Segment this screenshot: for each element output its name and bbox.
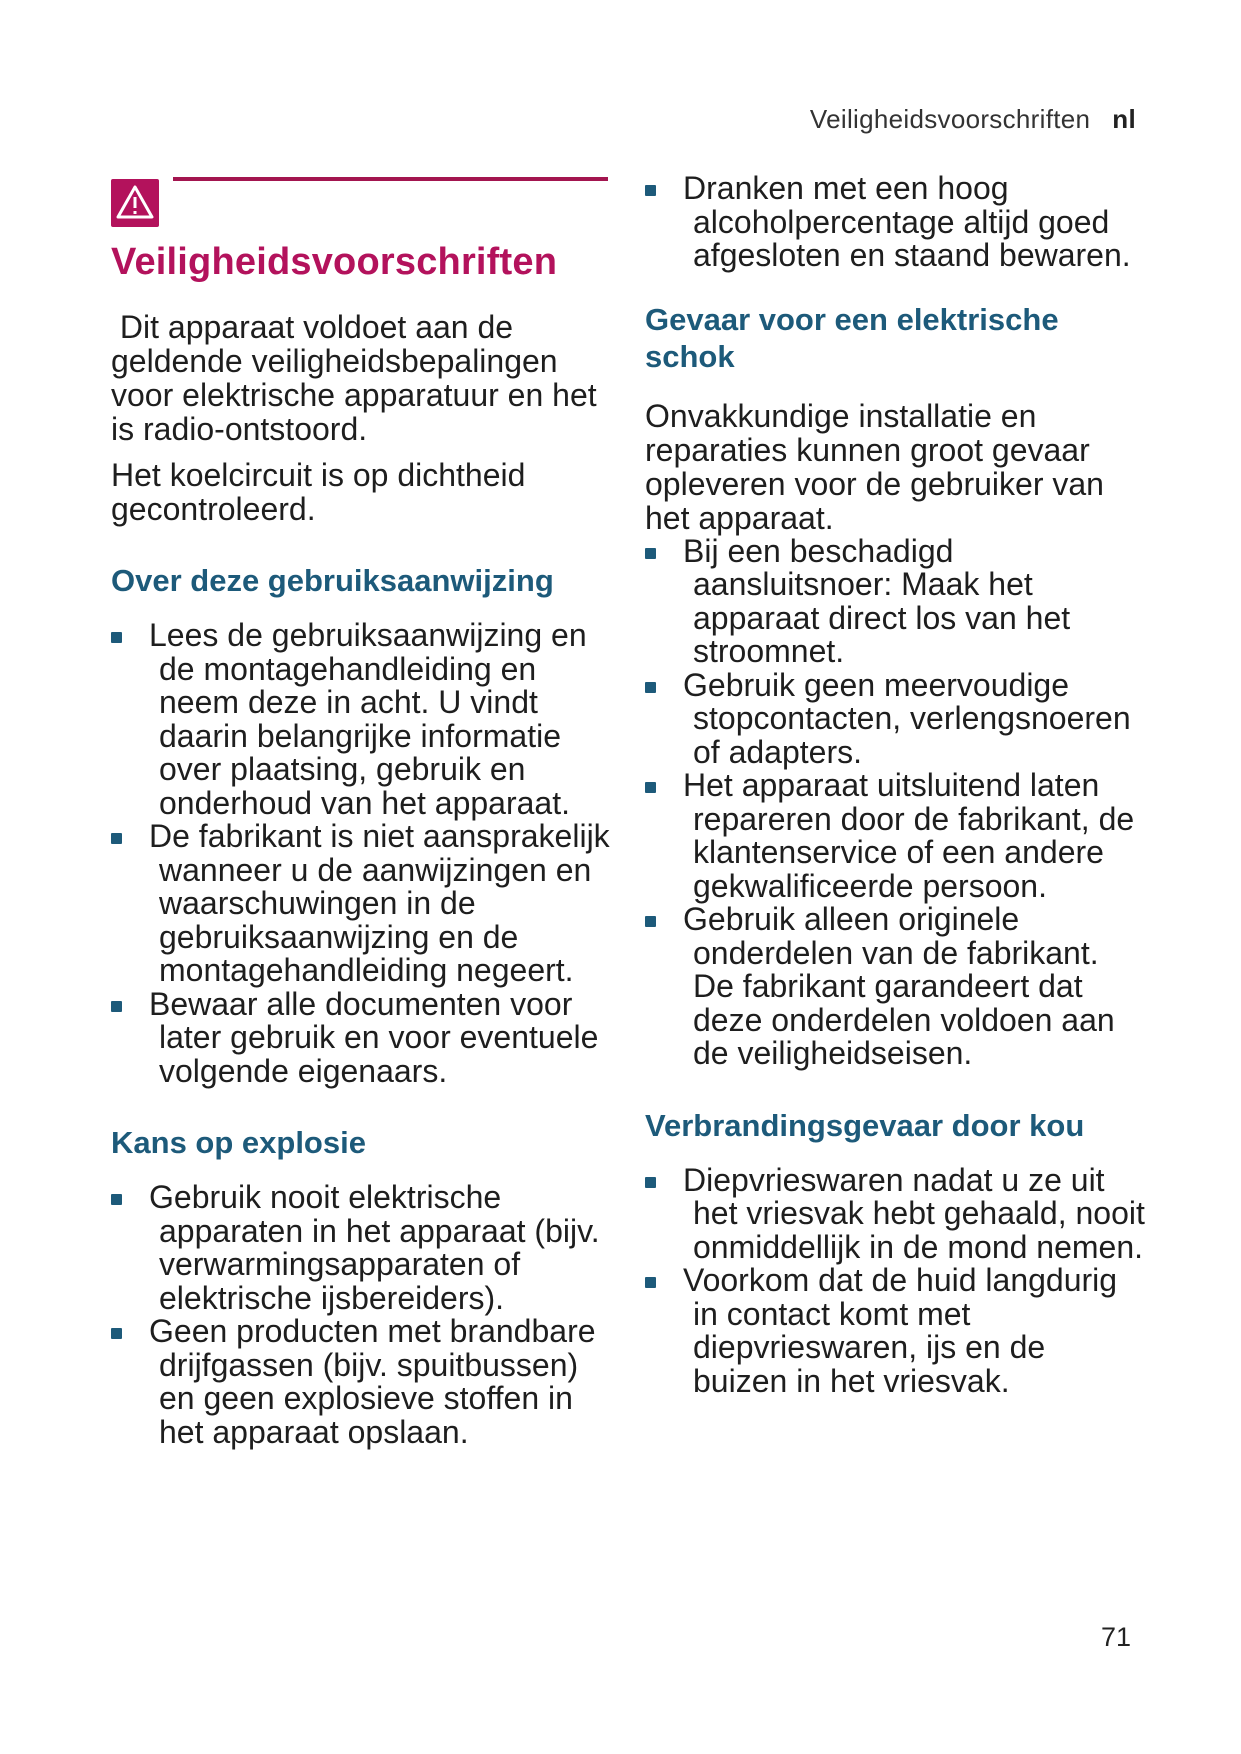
running-header [810,104,1136,135]
title-rule [173,177,608,181]
page-title: Veiligheidsvoorschriften [111,241,558,283]
list-item [645,666,1145,770]
running-header-section: Veiligheidsvoorschriften [809,104,1091,134]
bullet-square-icon [645,782,656,793]
list-item [645,172,1145,273]
list-item-text: Gebruik alleen originele onderdelen van de fabrikant. De fabrikant garandeert dat deze onderdelen voldoen aan de veiligheidseisen. [683,901,1115,1071]
list-item-text: Lees de gebruiksaanwijzing en de montagehandleiding en neem deze in acht. U vindt daarin belangrijke informatie over plaatsing, gebruik en onderhoud van het apparaat. [149,617,587,821]
bullet-square-icon [111,632,122,643]
intro-paragraph-1: Dit apparaat voldoet aan de geldende veiligheidsbepalingen voor elektrische apparatuur en het is radio-ontstoord. [111,309,606,447]
list-item-text: Geen producten met brandbare drijfgassen (bijv. spuitbussen) en geen explosieve stoffen in het apparaat opslaan. [149,1313,596,1450]
list-item [645,1161,1145,1265]
list-item-text: Voorkom dat de huid langdurig in contact komt met diepvrieswaren, ijs en de buizen in het vriesvak. [683,1262,1118,1399]
bullet-square-icon [645,548,656,559]
electric-list [645,532,1145,1071]
list-item [111,1315,611,1449]
right-column [645,172,1145,1398]
list-item [111,1181,611,1315]
bullet-square-icon [111,1328,122,1339]
list-item [645,1264,1145,1398]
list-item-text: Diepvrieswaren nadat u ze uit het vriesvak hebt gehaald, nooit onmiddellijk in de mond nemen. [683,1161,1145,1265]
list-item [111,985,611,1089]
bullet-square-icon [111,1001,122,1012]
bullet-square-icon [111,1194,122,1205]
list-item-text: Bewaar alle documenten voor later gebruik en voor eventuele volgende eigenaars. [149,985,599,1089]
heading-explosion: Kans op explosie [111,1125,366,1160]
heading-manual: Over deze gebruiksaanwijzing [111,563,554,598]
list-item [111,619,611,820]
manual-list [111,619,611,1088]
heading-electric: Gevaar voor een elektrische schok [645,301,1059,374]
bullet-square-icon [645,185,656,196]
bullet-square-icon [645,916,656,927]
cold-list [645,1161,1145,1399]
list-item [645,903,1145,1071]
left-column [111,175,611,1449]
list-item-text: Bij een beschadigd aansluitsnoer: Maak het apparaat direct los van het stroomnet. [683,532,1071,669]
warning-header [111,175,611,227]
heading-cold: Verbrandingsgevaar door kou [645,1107,1085,1143]
list-item-text: Het apparaat uitsluitend laten repareren door de fabrikant, de klantenservice of een andere gekwalificeerde persoon. [683,767,1135,904]
intro-paragraph-2: Het koelcircuit is op dichtheid gecontroleerd. [111,457,526,527]
page-number: 71 [1100,1622,1131,1652]
language-code: nl [1112,104,1136,134]
bullet-square-icon [645,1277,656,1288]
bullet-square-icon [111,833,122,844]
list-item-text: Gebruik nooit elektrische apparaten in het apparaat (bijv. verwarmingsapparaten of elektrische ijsbereiders). [149,1179,600,1316]
list-item-text: Gebruik geen meervoudige stopcontacten, verlengsnoeren of adapters. [683,666,1131,770]
bullet-square-icon [645,1177,656,1188]
list-item-text: Dranken met een hoog alcoholpercentage altijd goed afgesloten en staand bewaren. [683,170,1131,273]
list-item [645,532,1145,669]
list-item [111,820,611,988]
warning-triangle-icon [111,179,159,227]
list-item [645,769,1145,903]
bullet-square-icon [645,682,656,693]
explosion-list [111,1181,611,1449]
electric-intro: Onvakkundige installatie en reparaties kunnen groot gevaar opleveren voor de gebruiker van het apparaat. [645,397,1104,536]
explosion-list-continued [645,172,1145,273]
list-item-text: De fabrikant is niet aansprakelijk wanneer u de aanwijzingen en waarschuwingen in de gebruiksaanwijzing en de montagehandleiding negeert. [149,818,610,988]
